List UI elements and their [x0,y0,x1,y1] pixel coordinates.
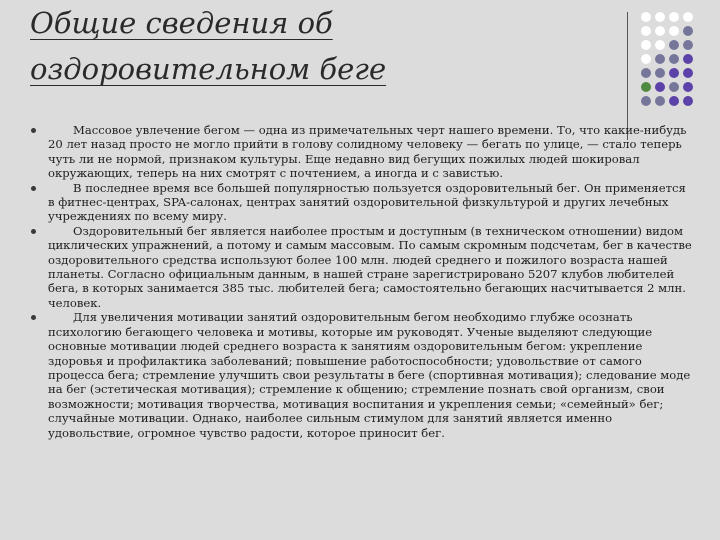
bullet-item [26,181,694,224]
bullet-text: Массовое увлечение бегом — одна из примечательных черт нашего времени. То, что какие-нибудь 20 лет назад просто не могло прийти в голову солидному человеку — бегать по улице, — стало теперь чуть ли не нормой, признаком культуры. Еще недавно вид бегущих пожилых людей шокировал окружающих, теперь на них смотрят с почтением, а иногда и с завистью. [48,123,687,181]
decorative-dot [655,12,665,22]
decorative-dot [641,54,651,64]
decorative-dot [683,12,693,22]
bullet-icon [31,229,36,234]
decorative-dot [655,40,665,50]
decorative-divider-line [627,12,628,140]
decorative-dot [655,68,665,78]
decorative-dot [641,68,651,78]
decorative-dot [641,82,651,92]
bullet-text: В последнее время все большей популярностью пользуется оздоровительный бег. Он применяется в фитнес-центрах, SPA-салонах, центрах занятий оздоровительной физкультурой и других лечебных учреждениях по всему миру. [48,180,686,224]
decorative-dot [683,68,693,78]
decorative-dot [641,26,651,36]
decorative-dot [655,54,665,64]
decorative-dot [683,40,693,50]
decorative-dot [669,54,679,64]
decorative-dot [683,96,693,106]
decorative-dot [655,26,665,36]
decorative-dot [641,12,651,22]
decorative-dot-grid [641,12,719,108]
decorative-dot [683,54,693,64]
decorative-dot [669,12,679,22]
slide-title [30,0,590,92]
decorative-dot [641,96,651,106]
slide-title-line-1: Общие сведения об [30,6,333,40]
bullet-icon [31,186,36,191]
decorative-dot [669,26,679,36]
slide-title-line-2: оздоровительном беге [30,52,387,86]
bullet-list [26,123,694,440]
decorative-dot [655,82,665,92]
decorative-dot [669,40,679,50]
decorative-dot [655,96,665,106]
bullet-icon [31,315,36,320]
bullet-icon [31,128,36,133]
bullet-text: Оздоровительный бег является наиболее простым и доступным (в техническом отношении) видом циклических упражнений, а потому и самым массовым. По самым скромным подсчетам, бег в качестве оздоровительного средства используют более 100 млн. людей среднего и пожилого возраста нашей планеты. Согласно официальным данным, в нашей стране зарегистрировано 5207 клубов любителей бега, в которых занимается 385 тыс. любителей бега; самостоятельно бегающих насчитывается 2 млн. человек. [48,223,692,310]
bullet-item [26,224,694,310]
decorative-dot [669,96,679,106]
bullet-item [26,123,694,181]
decorative-dot [683,82,693,92]
decorative-dot [683,26,693,36]
bullet-text: Для увеличения мотивации занятий оздоровительным бегом необходимо глубже осознать психологию бегающего человека и мотивы, которые им руководят. Ученые выделяют следующие основные мотивации людей среднего возраста к занятиям оздоровительным бегом: укрепление здоровья и профилактика заболеваний; повышение работоспособности; удовольствие от самого процесса бега; стремление улучшить свои результаты в беге (спортивная мотивация); следование моде на бег (эстетическая мотивация); стремление к общению; стремление познать свой организм, свои возможности; мотивация творчества, мотивация воспитания и укрепления семьи; «семейный» бег; случайные мотивации. Однако, наиболее сильным стимулом для занятий является именно удовольствие, огромное чувство радости, которое приносит бег. [48,310,691,440]
decorative-dot [669,68,679,78]
decorative-dot [669,82,679,92]
decorative-dot [641,40,651,50]
bullet-item [26,310,694,440]
